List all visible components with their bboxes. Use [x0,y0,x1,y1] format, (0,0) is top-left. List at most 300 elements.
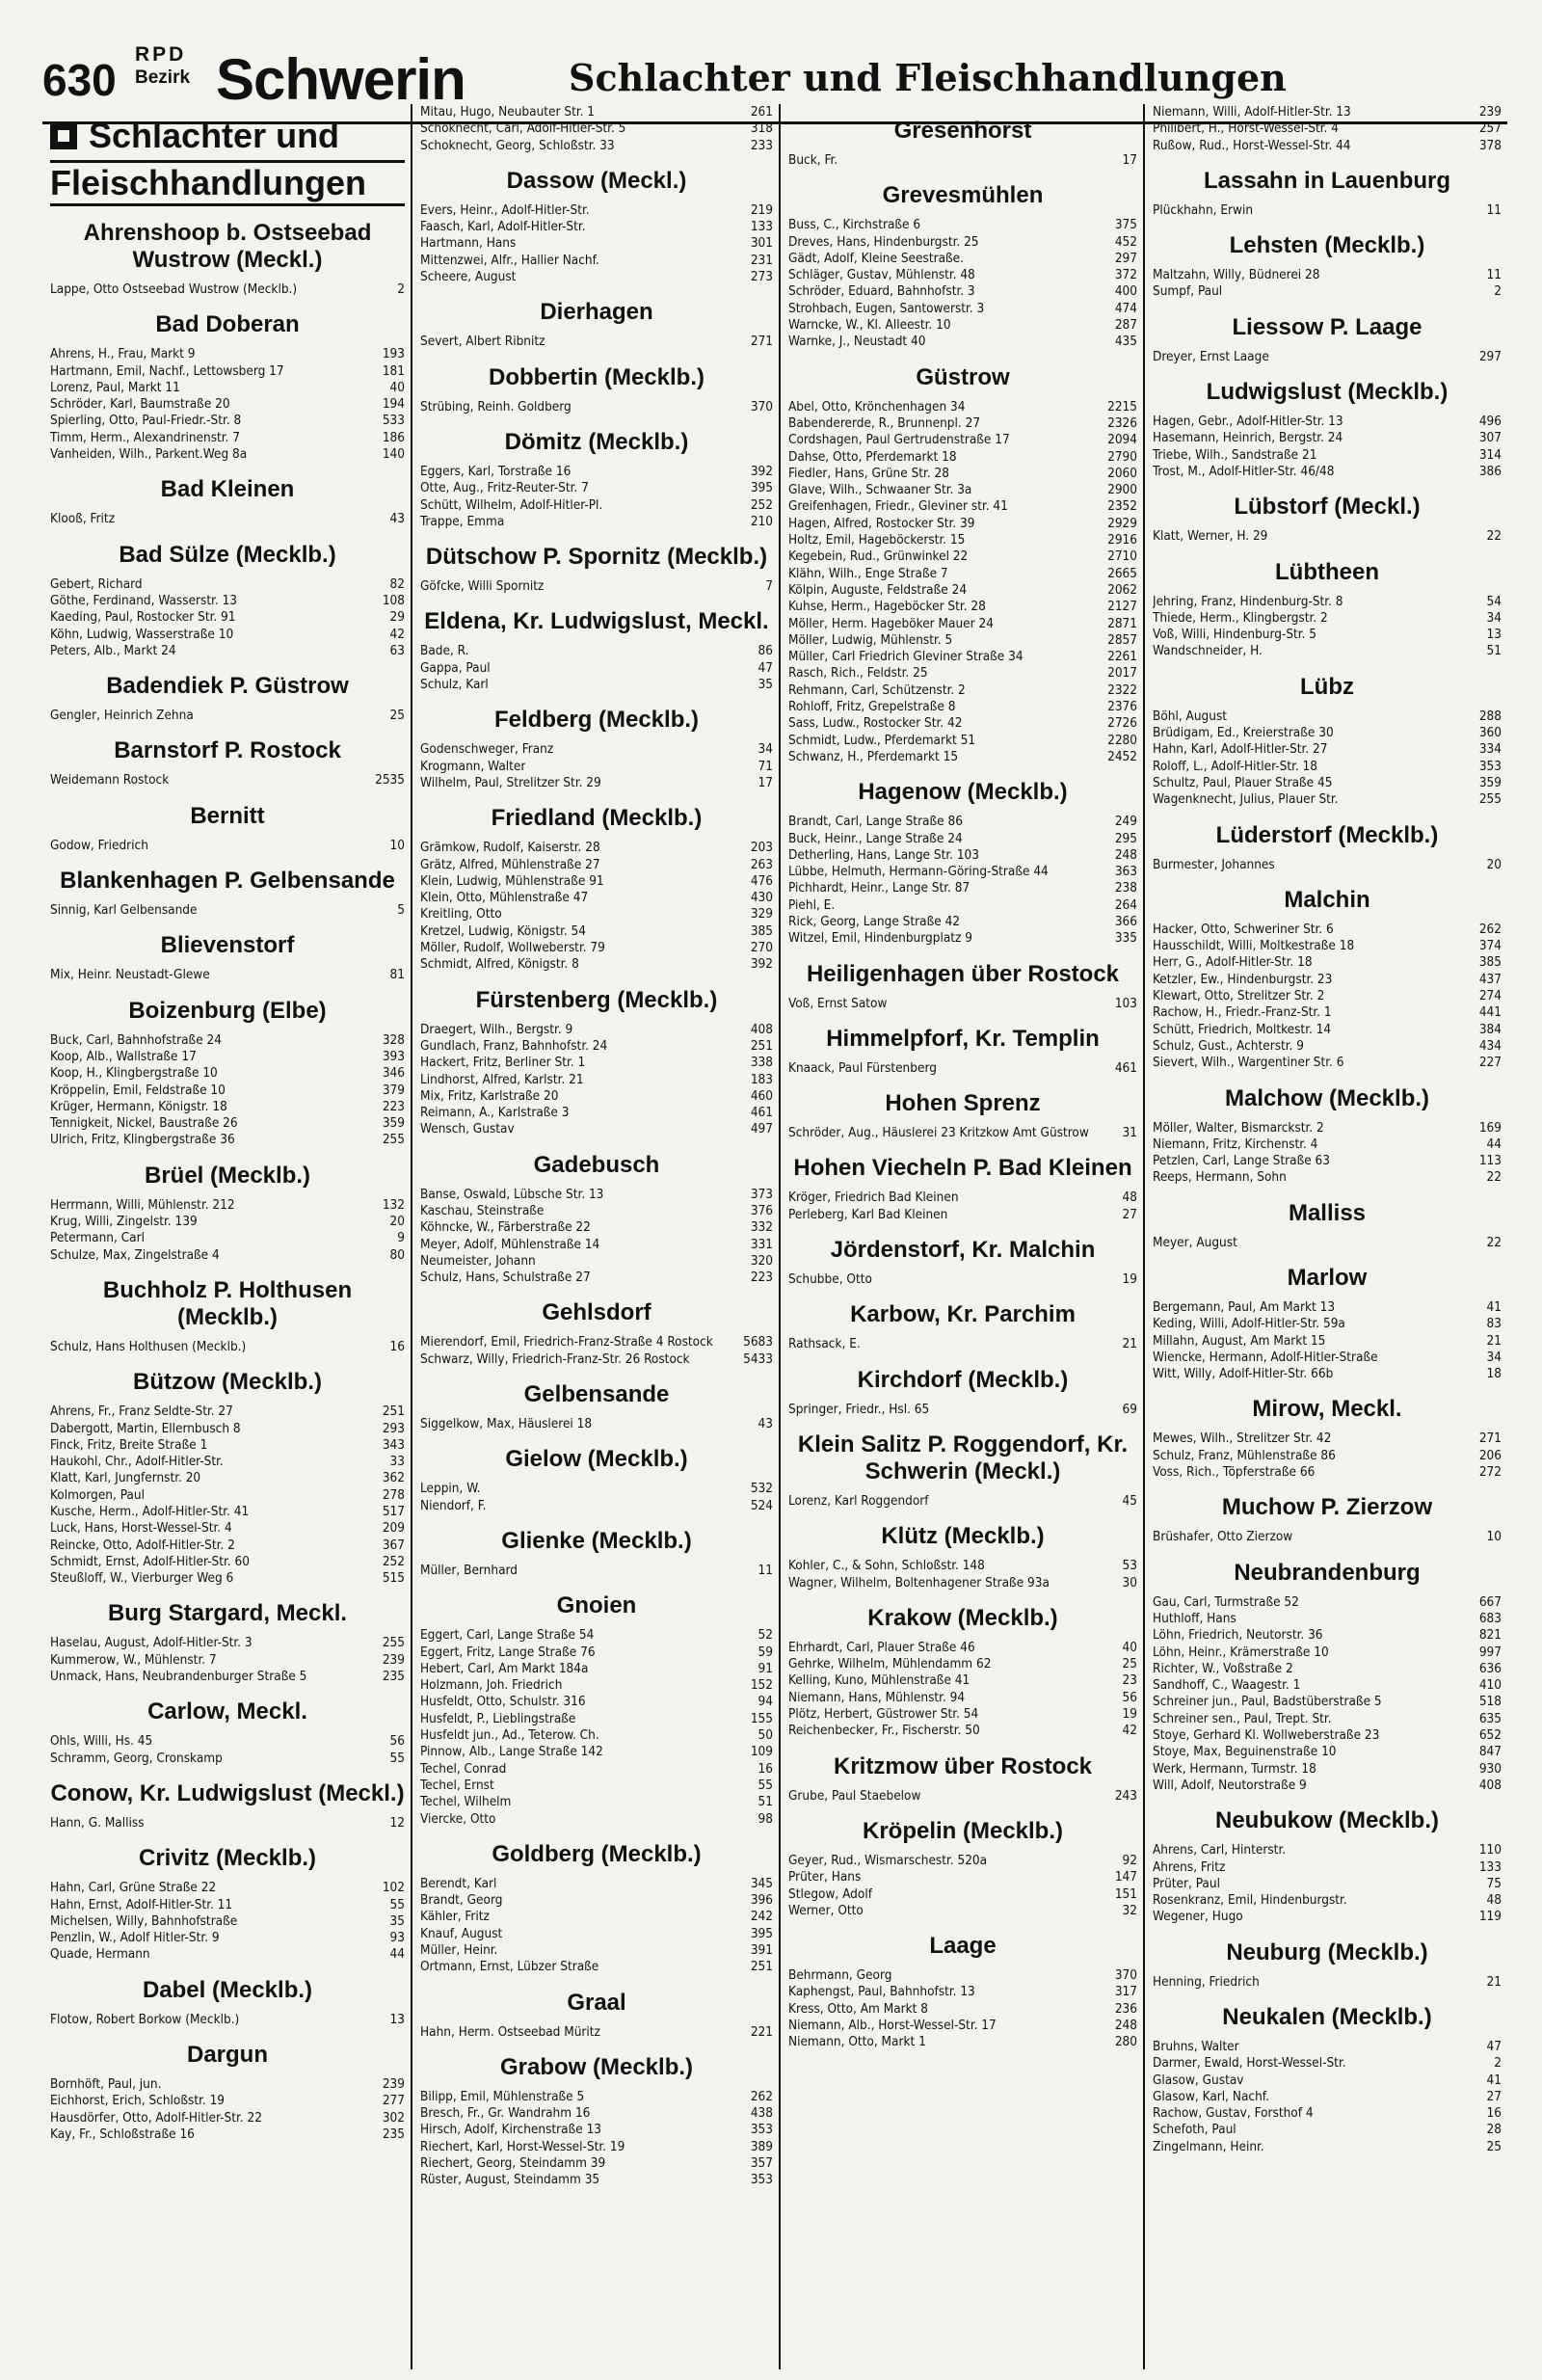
entry-name: Böhl, August [1153,708,1228,724]
entry-name: Prüter, Hans [788,1869,862,1885]
entry-phone: 386 [1478,463,1502,479]
column-1-listing [50,220,405,2143]
entry-name: Hasemann, Heinrich, Bergstr. 24 [1153,430,1343,446]
listing-entry [50,1065,405,1082]
entry-name: Husfeldt, Otto, Schulstr. 316 [420,1694,586,1710]
listing-entry [50,1339,405,1355]
listing-entry [50,967,405,983]
entry-name: Sandhoff, C., Waagestr. 1 [1153,1677,1301,1694]
entry-phone: 2215 [1107,398,1137,414]
listing-entry [420,1022,773,1038]
entry-name: Kretzel, Ludwig, Königstr. 54 [420,923,587,939]
entry-name: Gau, Carl, Turmstraße 52 [1153,1593,1299,1610]
listing-entry [1153,120,1502,137]
entry-phone: 667 [1478,1593,1502,1610]
place-heading: Lübstorf (Meckl.) [1234,494,1421,521]
listing-entry [420,1876,773,1892]
listing-entry [1153,430,1502,446]
listing-entry [420,2155,773,2172]
entry-name: Neumeister, Johann [420,1252,536,1269]
entry-name: Stoye, Gerhard Kl. Wollweberstraße 23 [1153,1727,1380,1744]
entry-phone: 2376 [1107,699,1137,715]
entry-name: Glasow, Karl, Nachf. [1153,2088,1269,2104]
entry-name: Ahrens, Fr., Franz Seldte-Str. 27 [50,1404,233,1420]
place-heading: Gielow (Mecklb.) [505,1446,688,1473]
listing-entry [50,380,405,396]
entry-name: Reincke, Otto, Adolf-Hitler-Str. 2 [50,1537,235,1553]
entry-name: Kaschau, Steinstraße [420,1202,545,1218]
place-heading: Lübtheen [1275,558,1379,585]
entry-name: Herr, G., Adolf-Hitler-Str. 18 [1153,954,1313,971]
listing-entry [50,1635,405,1651]
entry-phone: 474 [1114,300,1137,316]
entry-name: Klatt, Werner, H. 29 [1153,528,1268,545]
place-heading: Gadebusch [533,1151,660,1178]
listing-entry [50,1083,405,1099]
place-heading: Goldberg (Mecklb.) [492,1840,702,1867]
entry-phone: 372 [1114,267,1137,283]
entry-name: Kolmorgen, Paul [50,1486,145,1503]
place-heading: Krakow (Mecklb.) [867,1604,1058,1631]
listing-entry [420,1498,773,1514]
entry-name: Keding, Willi, Adolf-Hitler-Str. 59a [1153,1316,1345,1332]
place-heading: Malchow (Mecklb.) [1224,1084,1430,1111]
place-heading: Mirow, Meckl. [1252,1396,1402,1423]
entry-name: Brüdigam, Ed., Kreierstraße 30 [1153,725,1334,741]
entry-phone: 252 [750,496,773,513]
entry-name: Luck, Hans, Horst-Wessel-Str. 4 [50,1520,232,1537]
entry-phone: 2280 [1107,732,1137,748]
place-heading: Gehlsdorf [542,1299,651,1326]
entry-name: Werner, Otto [788,1902,864,1918]
listing-entry [50,1115,405,1132]
entry-phone: 385 [750,923,773,939]
entry-phone: 243 [1114,1787,1137,1804]
place-heading: Neubrandenburg [1234,1559,1421,1586]
entry-name: Abel, Otto, Krönchenhagen 34 [788,398,966,414]
entry-phone: 235 [382,2126,405,2142]
entry-name: Schulz, Hans, Schulstraße 27 [420,1270,591,1286]
listing-entry [420,2105,773,2122]
entry-phone: 233 [750,137,773,153]
entry-phone: 19 [1122,1271,1137,1288]
listing-entry [420,464,773,480]
entry-name: Warncke, W., Kl. Alleestr. 10 [788,317,951,334]
entry-name: Strübing, Reinh. Goldberg [420,398,572,414]
place-heading: Blankenhagen P. Gelbensande [60,868,395,895]
entry-phone: 255 [382,1635,405,1651]
listing-entry [1153,1727,1502,1744]
section-marker-icon [50,122,77,149]
entry-name: Petermann, Carl [50,1230,145,1246]
listing-entry [50,643,405,659]
listing-entry [1153,1055,1502,1071]
entry-phone: 7 [765,578,773,595]
entry-name: Sass, Ludw., Rostocker Str. 42 [788,715,963,732]
listing-entry [420,1351,773,1368]
entry-name: Klooß, Fritz [50,511,116,527]
entry-name: Grube, Paul Staebelow [788,1787,921,1804]
listing-entry [420,219,773,235]
place-heading: Neubukow (Mecklb.) [1214,1807,1440,1834]
entry-name: Bilipp, Emil, Mühlenstraße 5 [420,2088,585,2104]
listing-entry [1153,1627,1502,1644]
entry-phone: 460 [750,1087,773,1104]
entry-phone: 518 [1478,1694,1502,1710]
listing-entry [420,497,773,514]
entry-name: Haukohl, Chr., Adolf-Hitler-Str. [50,1454,224,1470]
listing-entry [1153,2139,1502,2155]
place-heading: Graal [567,1989,626,2016]
listing-entry [788,432,1137,448]
entry-name: Leppin, W. [420,1481,481,1497]
listing-entry [788,2034,1137,2050]
column-4 [1143,104,1507,2369]
entry-phone: 251 [750,1037,773,1054]
listing-entry [788,283,1137,300]
listing-entry [420,2024,773,2041]
place-heading: Ahrenshoop b. Ostseebad Wustrow (Meckl.) [83,220,372,273]
entry-name: Ulrich, Fritz, Klingbergstraße 36 [50,1132,235,1148]
entry-name: Roloff, L., Adolf-Hitler-Str. 18 [1153,758,1317,774]
listing-entry [788,415,1137,432]
entry-phone: 2871 [1107,615,1137,631]
entry-phone: 392 [750,956,773,973]
listing-entry [1153,1153,1502,1169]
entry-name: Schütt, Wilhelm, Adolf-Hitler-Pl. [420,496,603,513]
entry-name: Klein, Otto, Mühlenstraße 47 [420,890,589,906]
city-title: Schwerin [216,47,465,112]
listing-entry [788,1190,1137,1206]
listing-entry [50,1815,405,1832]
listing-entry [1153,447,1502,464]
entry-phone: 2060 [1107,465,1137,481]
entry-phone: 51 [758,1794,773,1810]
entry-phone: 652 [1478,1727,1502,1744]
entry-name: Ortmann, Ernst, Lübzer Straße [420,1959,599,1975]
entry-phone: 391 [750,1942,773,1958]
entry-name: Evers, Heinr., Adolf-Hitler-Str. [420,201,590,218]
listing-entry [788,1903,1137,1919]
entry-name: Sievert, Wilh., Wargentiner Str. 6 [1153,1055,1344,1071]
entry-phone: 332 [750,1219,773,1236]
entry-phone: 2929 [1107,515,1137,531]
listing-entry [788,466,1137,482]
listing-entry [1153,1711,1502,1727]
listing-entry [1153,938,1502,954]
entry-phone: 2094 [1107,432,1137,448]
entry-phone: 251 [382,1404,405,1420]
entry-phone: 517 [382,1503,405,1519]
entry-phone: 2062 [1107,581,1137,598]
entry-phone: 357 [750,2155,773,2172]
entry-phone: 194 [382,396,405,413]
entry-name: Siggelkow, Max, Häuslerei 18 [420,1416,593,1432]
entry-name: Piehl, E. [788,896,836,913]
entry-name: Stoye, Max, Beguinenstraße 10 [1153,1744,1337,1760]
entry-phone: 17 [758,774,773,790]
listing-entry [1153,138,1502,154]
entry-name: Richter, W., Voßstraße 2 [1153,1660,1293,1676]
place-heading: Hohen Sprenz [885,1090,1041,1117]
entry-name: Schwanz, H., Pferdemarkt 15 [788,748,959,764]
place-heading: Malchin [1284,886,1370,913]
listing-entry [420,480,773,496]
entry-name: Geyer, Rud., Wismarschestr. 520a [788,1852,988,1868]
listing-entry [1153,1431,1502,1447]
listing-entry [788,1060,1137,1077]
entry-name: Klewart, Otto, Strelitzer Str. 2 [1153,988,1325,1004]
listing-entry [788,715,1137,732]
entry-name: Severt, Albert Ribnitz [420,334,545,350]
entry-phone: 34 [1486,1349,1502,1365]
entry-name: Bergemann, Paul, Am Markt 13 [1153,1298,1336,1315]
listing-entry [420,2122,773,2138]
place-heading: Boizenburg (Elbe) [128,997,327,1024]
entry-phone: 5 [397,902,405,919]
place-heading: Hagenow (Mecklb.) [858,779,1068,806]
entry-name: Philibert, H., Horst-Wessel-Str. 4 [1153,120,1339,137]
listing-entry [788,234,1137,251]
entry-name: Bornhöft, Paul, jun. [50,2076,162,2093]
entry-phone: 81 [389,967,405,983]
entry-phone: 91 [758,1660,773,1676]
entry-phone: 94 [758,1694,773,1710]
listing-entry [788,532,1137,548]
entry-phone: 363 [1114,864,1137,880]
place-heading: Feldberg (Mecklb.) [493,707,700,734]
entry-phone: 53 [1122,1558,1137,1574]
listing-entry [420,1481,773,1497]
entry-name: Dahse, Otto, Pferdemarkt 18 [788,448,957,465]
listing-entry [420,1761,773,1778]
place-heading: Conow, Kr. Ludwigslust (Meckl.) [50,1779,405,1806]
entry-phone: 2726 [1107,715,1137,732]
listing-entry [420,1727,773,1744]
entry-name: Schoknecht, Carl, Adolf-Hitler-Str. 5 [420,120,626,137]
entry-phone: 2127 [1107,599,1137,615]
entry-phone: 261 [750,104,773,120]
entry-name: Kuhse, Herm., Hageböcker Str. 28 [788,599,986,615]
entry-name: Mix, Heinr. Neustadt-Glewe [50,967,210,983]
entry-phone: 10 [1486,1529,1502,1545]
entry-name: Mierendorf, Emil, Friedrich-Franz-Straße 4 Rostock [420,1334,713,1350]
entry-phone: 278 [382,1486,405,1503]
entry-name: Millahn, August, Am Markt 15 [1153,1332,1326,1349]
entry-phone: 16 [1486,2105,1502,2122]
column-3-listing [788,118,1137,2051]
entry-name: Niemann, Hans, Mühlenstr. 94 [788,1689,966,1705]
entry-name: Rußow, Rud., Horst-Wessel-Str. 44 [1153,137,1351,153]
entry-phone: 274 [1478,988,1502,1004]
entry-phone: 17 [1122,152,1137,168]
entry-phone: 264 [1114,896,1137,913]
entry-phone: 251 [750,1959,773,1975]
place-heading: Glienke (Mecklb.) [501,1527,692,1554]
listing-entry [788,1984,1137,2000]
entry-name: Pinnow, Alb., Lange Straße 142 [420,1744,603,1760]
entry-name: Ketzler, Ew., Hindenburgstr. 23 [1153,971,1333,987]
listing-entry [420,857,773,873]
listing-entry [420,660,773,677]
entry-phone: 375 [1114,217,1137,233]
entry-name: Schwarz, Willy, Friedrich-Franz-Str. 26 Rostock [420,1350,690,1367]
place-heading: Kritzmow über Rostock [833,1752,1093,1779]
entry-name: Hahn, Karl, Adolf-Hitler-Str. 27 [1153,741,1328,758]
place-heading: Bützow (Mecklb.) [133,1369,322,1396]
listing-entry [50,1880,405,1896]
entry-name: Schefoth, Paul [1153,2122,1236,2138]
listing-entry [1153,1235,1502,1251]
entry-phone: 297 [1478,348,1502,364]
listing-entry [788,1886,1137,1903]
entry-phone: 335 [1114,930,1137,947]
listing-entry [788,1640,1137,1656]
entry-phone: 56 [389,1733,405,1750]
listing-entry [420,677,773,693]
listing-entry [50,1230,405,1246]
listing-entry [788,665,1137,682]
entry-phone: 52 [758,1627,773,1644]
listing-entry [788,449,1137,466]
entry-phone: 272 [1478,1464,1502,1481]
place-heading: Klein Salitz P. Roggendorf, Kr. Schwerin (Meckl.) [797,1431,1129,1484]
listing-entry [1153,1038,1502,1055]
entry-name: Schubbe, Otto [788,1271,872,1288]
place-heading: Dobbertin (Mecklb.) [488,363,705,390]
listing-entry [50,2076,405,2093]
entry-phone: 239 [382,1651,405,1668]
listing-entry [1153,627,1502,643]
listing-entry [50,2012,405,2028]
directory-title [50,116,405,206]
listing-entry [1153,610,1502,627]
entry-phone: 133 [1478,1859,1502,1875]
entry-name: Ehrhardt, Carl, Plauer Straße 46 [788,1639,975,1655]
entry-name: Werk, Hermann, Turmstr. 18 [1153,1760,1316,1777]
entry-phone: 42 [1122,1723,1137,1739]
entry-name: Bresch, Fr., Gr. Wandrahm 16 [420,2105,591,2122]
entry-phone: 33 [389,1454,405,1470]
listing-entry [1153,1594,1502,1611]
entry-name: Schütt, Friedrich, Moltkestr. 14 [1153,1021,1332,1037]
entry-name: Kay, Fr., Schloßstraße 16 [50,2126,195,2142]
entry-name: Koop, H., Klingbergstraße 10 [50,1065,218,1082]
entry-phone: 9 [397,1230,405,1246]
entry-name: Hausschildt, Willi, Moltkestraße 18 [1153,938,1355,954]
entry-phone: 2326 [1107,414,1137,431]
entry-name: Brandt, Carl, Lange Straße 86 [788,814,963,830]
listing-entry [788,996,1137,1012]
entry-name: Flotow, Robert Borkow (Mecklb.) [50,2011,240,2027]
entry-phone: 206 [1478,1447,1502,1463]
listing-entry [788,632,1137,649]
entry-phone: 320 [750,1252,773,1269]
entry-name: Krüger, Hermann, Königstr. 18 [50,1098,227,1114]
listing-entry [420,1563,773,1579]
listing-entry [1153,1909,1502,1925]
listing-entry [1153,709,1502,725]
place-heading: Lehsten (Mecklb.) [1229,232,1425,259]
entry-name: Rosenkranz, Emil, Hindenburgstr. [1153,1892,1347,1909]
entry-phone: 92 [1122,1852,1137,1868]
entry-name: Herrmann, Willi, Mühlenstr. 212 [50,1196,235,1213]
entry-name: Lindhorst, Alfred, Karlstr. 21 [420,1071,584,1087]
entry-phone: 367 [382,1537,405,1553]
entry-name: Müller, Bernhard [420,1562,518,1578]
listing-entry [420,202,773,219]
listing-entry [1153,1661,1502,1677]
entry-phone: 34 [758,741,773,758]
entry-phone: 16 [758,1760,773,1777]
listing-entry [788,914,1137,930]
entry-phone: 21 [1122,1336,1137,1352]
listing-entry [420,1677,773,1694]
entry-name: Hann, G. Malliss [50,1814,145,1831]
entry-name: Voß, Willi, Hindenburg-Str. 5 [1153,627,1316,643]
entry-phone: 636 [1478,1660,1502,1676]
entry-name: Klein, Ludwig, Mühlenstraße 91 [420,872,604,889]
listing-entry [788,880,1137,896]
entry-phone: 408 [750,1021,773,1037]
entry-phone: 113 [1478,1153,1502,1169]
entry-name: Techel, Conrad [420,1760,507,1777]
entry-phone: 271 [1478,1431,1502,1447]
entry-phone: 345 [750,1875,773,1891]
entry-name: Penzlin, W., Adolf Hitler-Str. 9 [50,1930,220,1946]
entry-name: Holtz, Emil, Hageböckerstr. 15 [788,532,966,548]
entry-name: Wensch, Gustav [420,1121,515,1137]
listing-entry [50,576,405,593]
listing-entry [420,1778,773,1794]
listing-entry [788,1967,1137,1984]
place-heading: Gresenhorst [893,118,1032,144]
listing-entry [420,1270,773,1286]
entry-name: Hahn, Herm. Ostseebad Müritz [420,2023,600,2040]
column-1 [42,104,411,2369]
entry-phone: 378 [1478,137,1502,153]
place-heading: Bernitt [190,802,265,829]
listing-entry [788,317,1137,334]
listing-entry [420,514,773,530]
entry-phone: 496 [1478,414,1502,430]
place-heading: Gelbensande [523,1381,670,1408]
entry-name: Unmack, Hans, Neubrandenburger Straße 5 [50,1669,307,1685]
entry-name: Rachow, Gustav, Forsthof 4 [1153,2105,1314,2122]
entry-phone: 50 [758,1727,773,1744]
listing-entry [50,446,405,463]
entry-phone: 317 [1114,1984,1137,2000]
listing-entry [420,269,773,285]
entry-phone: 2665 [1107,565,1137,581]
listing-entry [420,2089,773,2105]
listing-entry [1153,1464,1502,1481]
entry-phone: 2452 [1107,748,1137,764]
entry-name: Gengler, Heinrich Zehna [50,708,194,724]
entry-phone: 42 [389,626,405,642]
entry-phone: 461 [1114,1059,1137,1076]
entry-name: Kummerow, W., Mühlenstr. 7 [50,1651,217,1668]
entry-phone: 5433 [743,1350,773,1367]
place-heading: Dömitz (Mecklb.) [504,428,689,455]
listing-entry [788,1125,1137,1141]
entry-phone: 262 [1478,921,1502,937]
listing-entry [788,599,1137,615]
entry-phone: 44 [1486,1136,1502,1152]
column-2-listing [420,104,773,2189]
entry-name: Meyer, August [1153,1234,1237,1250]
entry-name: Warnke, J., Neustadt 40 [788,334,926,350]
